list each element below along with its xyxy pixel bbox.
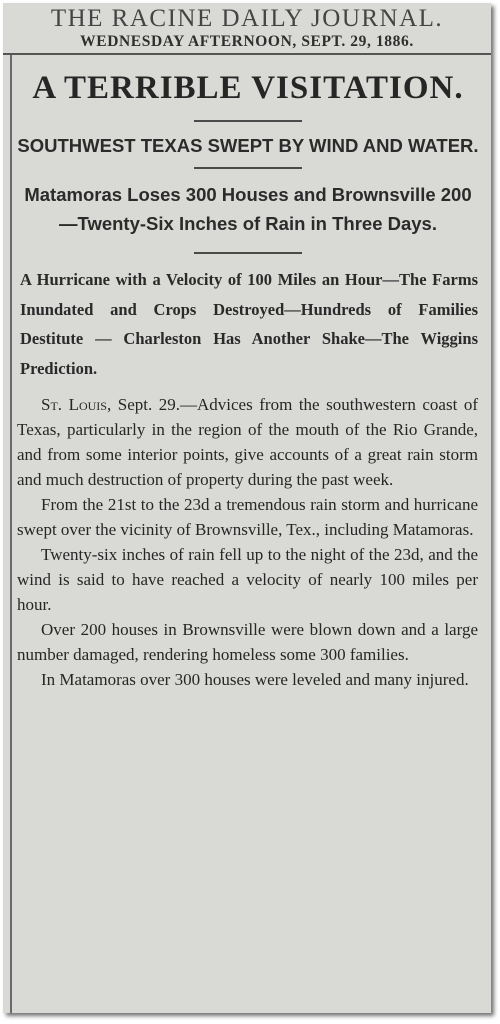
article-body [12, 392, 484, 692]
newspaper-name: THE RACINE DAILY JOURNAL. [50, 5, 444, 32]
deck-divider [194, 252, 302, 254]
body-paragraph-text: Sept. 29.—Advices from the southwestern coast of Texas, particularly in the region of the mouth of the Rio Grande, and from some interior points, give accounts of a great rain storm and much destruction of property during the past week. [17, 395, 479, 489]
subhead-divider [194, 167, 302, 169]
issue-dateline: WEDNESDAY AFTERNOON, SEPT. 29, 1886. [80, 33, 414, 50]
body-paragraph: Twenty-six inches of rain fell up to the night of the 23d, and the wind is said to have reached a velocity of nearly 100 miles per hour. [17, 545, 478, 614]
body-paragraph: In Matamoras over 300 houses were leveled and many injured. [41, 670, 469, 689]
body-paragraph [17, 392, 478, 492]
body-paragraph: Over 200 houses in Brownsville were blown down and a large number damaged, rendering homeless some 300 families. [17, 620, 478, 664]
article-column [10, 55, 484, 1013]
body-dateline: St. Louis, [41, 395, 112, 414]
body-paragraph: From the 21st to the 23d a tremendous rain storm and hurricane swept over the vicinity of Brownsville, Tex., including Matamoras. [17, 495, 478, 539]
newspaper-clipping [3, 3, 491, 1013]
article-deck: A Hurricane with a Velocity of 100 Miles an Hour—The Farms Inundated and Crops Destroyed—Hundreds of Families Destitute — Charleston Has Another Shake—The Wiggins Prediction. [20, 270, 478, 378]
masthead [3, 5, 491, 55]
headline-divider [194, 120, 302, 122]
article-headline: A TERRIBLE VISITATION. [32, 70, 464, 106]
article-subhead-primary: SOUTHWEST TEXAS SWEPT BY WIND AND WATER. [17, 135, 479, 156]
article-subhead-secondary: Matamoras Loses 300 Houses and Brownsville 200—Twenty-Six Inches of Rain in Three Days. [24, 184, 472, 234]
